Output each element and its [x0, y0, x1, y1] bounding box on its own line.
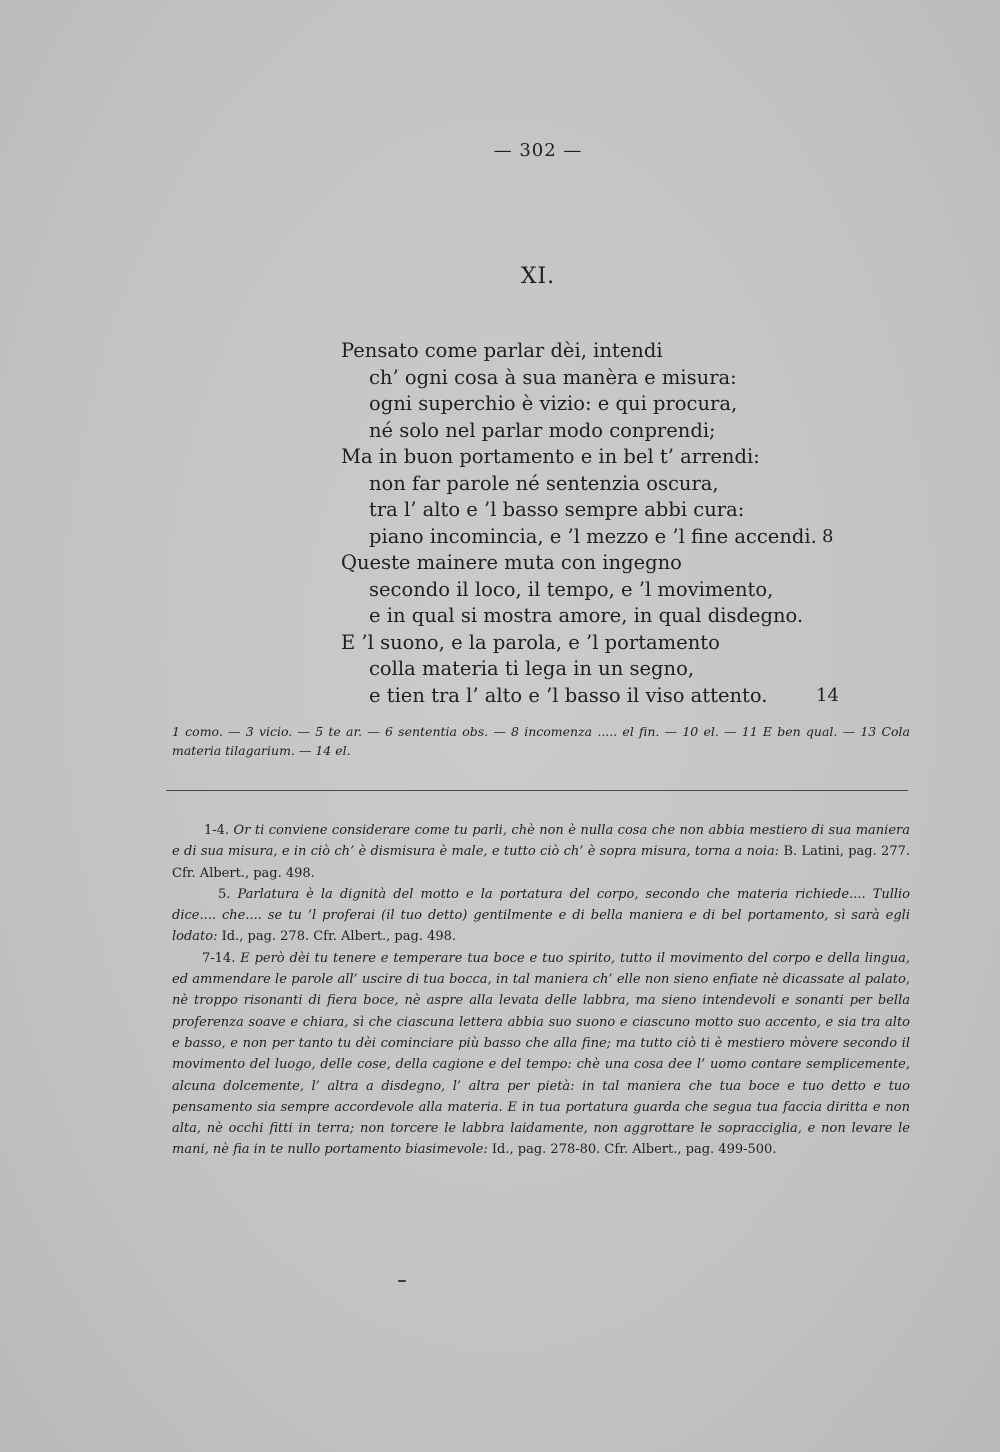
- line-number: 8: [822, 525, 834, 547]
- note-citation: Id., pag. 278-80. Cfr. Albert., pag. 499-500.: [491, 1142, 777, 1158]
- verse-text: Pensato come parlar dèi, intendi: [341, 339, 663, 362]
- commentary-note: [172, 820, 910, 884]
- ink-speck: [398, 1280, 406, 1282]
- verse-text: e in qual si mostra amore, in qual disdegno.: [369, 604, 804, 627]
- poem-line: [0, 365, 1000, 392]
- poem-line: [0, 577, 1000, 604]
- poem-line: [0, 391, 1000, 418]
- note-body: Or ti conviene considerare come tu parli, chè non è nulla cosa che non abbia mestiero di sua maniera e di sua misura, e in ciò ch’ è dismisura è male, e tutto ciò ch’ è sopra misura, torna a noia:: [172, 823, 910, 860]
- note-body: Parlatura è la dignità del motto e la portatura del corpo, secondo che materia richiede.... Tullio dice.... che.... se tu ’l proferai (il tuo detto) gentilmente e di bella maniera e di bel portamento, sì sarà egli lodato:: [172, 886, 910, 945]
- note-reference: 1-4.: [204, 823, 230, 838]
- note-body: E però dèi tu tenere e temperare tua boce e tuo spirito, tutto il movimento del corpo e della lingua, ed ammendare le parole all’ uscire di tua bocca, in tal maniera ch’ elle non sieno enfiate nè dicassate al palato, nè troppo risonanti di fiera boce, nè aspre alla levata delle labbra, ma sieno intendevoli e sonanti per bella proferenza soave e chiara, sì che ciascuna lettera abbia suo suono e ciascuno motto suo accento, e sia tra alto e basso, e non per tanto tu dèi cominciare più basso che alla fine; ma tutto ciò ti è mestiero mòvere secondo il movimento del luogo, delle cose, della cagione e del tempo: chè una cosa dee l’ uomo contare semplicemente, alcuna dolcemente, l’ altra a disdegno, l’ altra per pietà: in tal maniera che tua boce e tuo detto e tuo pensamento sia sempre accordevole alla materia. E in tua portatura guarda che segua tua faccia diritta e non alta, nè occhi fitti in terra; non torcere le labbra laidamente, non aggrottare le sopracciglia, e non levare le mani, nè fia in te nullo portamento biasimevole:: [172, 950, 910, 1158]
- poem-line: [0, 497, 1000, 524]
- commentary-notes: [172, 820, 910, 1161]
- footnote-divider: [166, 790, 908, 791]
- poem-line: [0, 444, 1000, 471]
- verse-text: ch’ ogni cosa à sua manèra e misura:: [369, 365, 737, 389]
- poem-line: [0, 471, 1000, 498]
- verse-text: secondo il loco, il tempo, e ’l movimento,: [369, 577, 774, 601]
- poem-line: [0, 338, 1000, 365]
- verse-text: né solo nel parlar modo conprendi;: [369, 418, 716, 442]
- page-number: — 302 —: [493, 140, 583, 161]
- note-citation: Id., pag. 278. Cfr. Albert., pag. 498.: [221, 929, 457, 945]
- note-reference: 7-14.: [202, 950, 236, 966]
- verse-text: tra l’ alto e ’l basso sempre abbi cura:: [369, 498, 745, 521]
- note-citation: B. Latini, pag. 277. Cfr. Albert., pag. 498.: [172, 844, 910, 881]
- poem-line: [0, 630, 1000, 657]
- verse-text: ogni superchio è vizio: e qui procura,: [369, 392, 738, 415]
- poem: [0, 338, 1000, 709]
- poem-line: [0, 550, 1000, 577]
- commentary-note: [172, 884, 910, 948]
- verse-text: Ma in buon portamento e in bel t’ arrendi:: [341, 445, 760, 468]
- verse-text: e tien tra l’ alto e ’l basso il viso attento.: [369, 683, 768, 707]
- poem-line: [0, 656, 1000, 683]
- verse-text: piano incomincia, e ’l mezzo e ’l fine accendi.: [369, 524, 817, 548]
- poem-line: [0, 603, 1000, 630]
- verse-text: colla materia ti lega in un segno,: [369, 657, 695, 680]
- poem-line: [0, 683, 1000, 710]
- line-number: 14: [816, 684, 839, 706]
- note-reference: 5.: [218, 886, 231, 902]
- poem-line: [0, 418, 1000, 445]
- verse-text: E ’l suono, e la parola, e ’l portamento: [341, 630, 720, 654]
- verse-text: Queste mainere muta con ingegno: [341, 551, 682, 574]
- poem-line: [0, 524, 1000, 551]
- variant-readings: 1 como. — 3 vicio. — 5 te ar. — 6 sententia obs. — 8 incomenza ..... el fin. — 10 el. — 11 E ben qual. — 13 Cola materia tilagarium. — 14 el.: [172, 724, 910, 758]
- commentary-note: [172, 948, 910, 1161]
- section-heading: XI.: [520, 264, 556, 289]
- verse-text: non far parole né sentenzia oscura,: [369, 471, 719, 495]
